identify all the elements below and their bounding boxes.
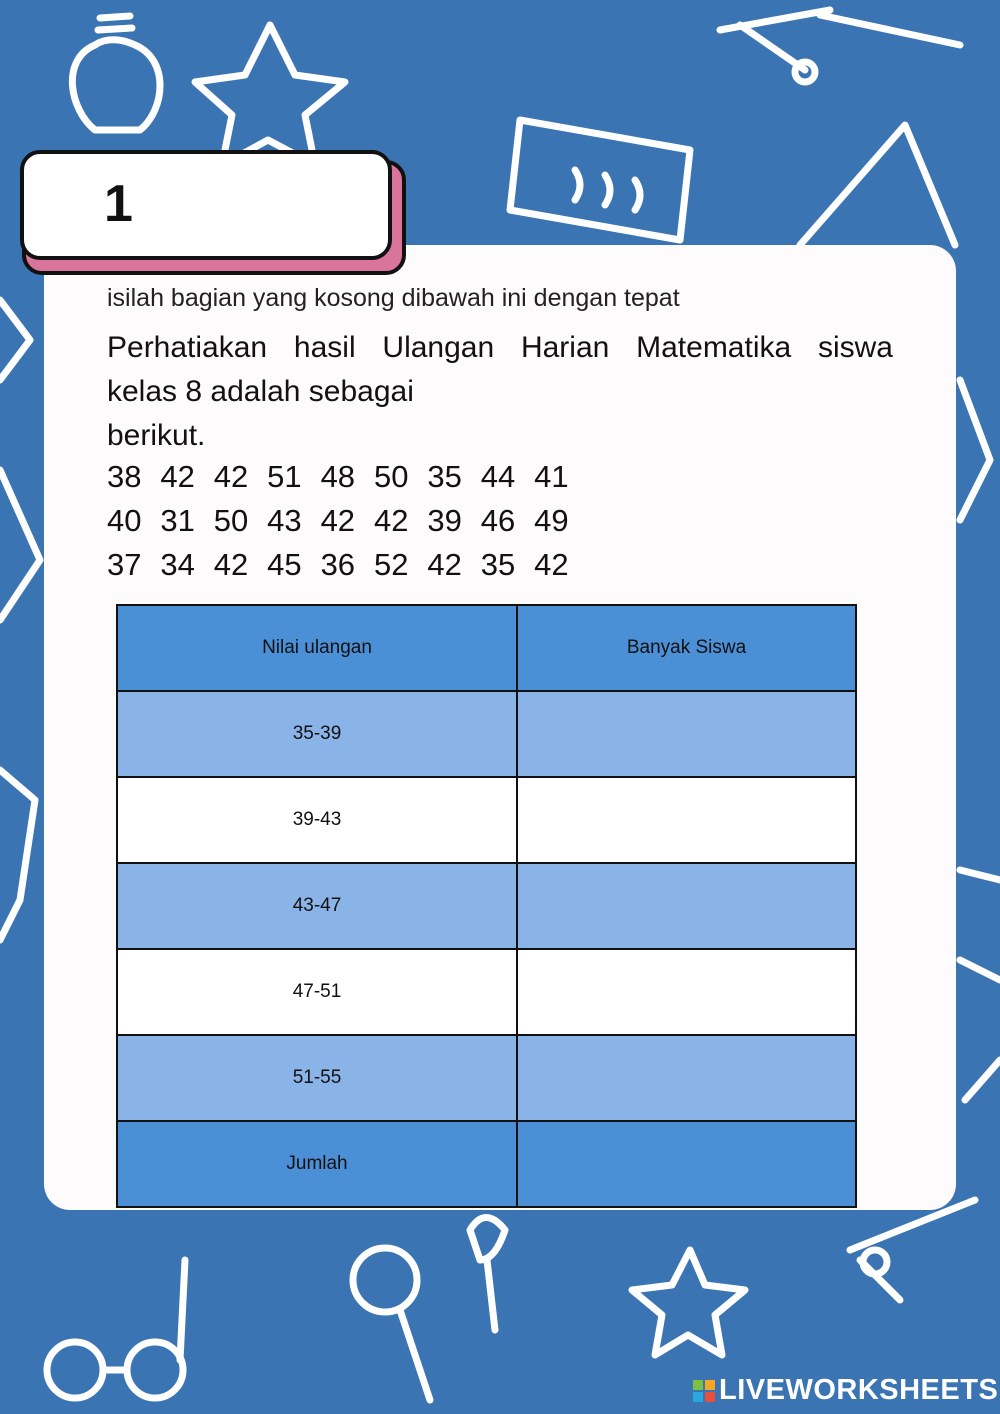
total-label: Jumlah bbox=[117, 1121, 517, 1207]
bottom-balloon-doodle bbox=[470, 1218, 505, 1331]
range-cell: 51-55 bbox=[117, 1035, 517, 1121]
table-row bbox=[117, 1035, 856, 1121]
bottom-star-icon bbox=[632, 1250, 745, 1355]
score-value: 46 bbox=[480, 503, 516, 538]
score-row-2 bbox=[107, 499, 588, 543]
score-value: 40 bbox=[107, 503, 142, 538]
score-value: 42 bbox=[320, 503, 356, 538]
question-number: 1 bbox=[104, 175, 133, 233]
score-value: 42 bbox=[373, 503, 409, 538]
score-value: 36 bbox=[320, 547, 356, 582]
score-value: 42 bbox=[427, 547, 462, 582]
score-row-1 bbox=[107, 455, 588, 499]
right-flag-doodle bbox=[960, 870, 1000, 1100]
magnifier-icon bbox=[353, 1248, 430, 1400]
question-text bbox=[107, 326, 893, 458]
score-value: 44 bbox=[480, 459, 516, 494]
score-value: 45 bbox=[267, 547, 302, 582]
right-pennant-doodle bbox=[960, 380, 990, 520]
score-value: 39 bbox=[427, 503, 462, 538]
score-value: 41 bbox=[534, 459, 569, 494]
liveworksheets-logo-icon bbox=[693, 1380, 715, 1402]
range-cell: 43-47 bbox=[117, 863, 517, 949]
header-nilai-ulangan: Nilai ulangan bbox=[117, 605, 517, 691]
score-value: 37 bbox=[107, 547, 142, 582]
liveworksheets-brand: LIVEWORKSHEETS bbox=[719, 1374, 999, 1406]
left-pennant-doodle bbox=[0, 770, 35, 940]
triangle-flag-icon bbox=[800, 125, 955, 245]
table-row bbox=[117, 949, 856, 1035]
score-data bbox=[107, 455, 588, 587]
count-answer-cell[interactable] bbox=[517, 949, 856, 1035]
frequency-table bbox=[116, 604, 857, 1208]
score-row-3 bbox=[107, 543, 588, 587]
count-answer-cell[interactable] bbox=[517, 777, 856, 863]
range-cell: 47-51 bbox=[117, 949, 517, 1035]
score-value: 43 bbox=[267, 503, 302, 538]
question-line-1: Perhatiakan hasil Ulangan Harian Matematika siswa bbox=[107, 331, 893, 364]
lightbulb-icon bbox=[72, 16, 160, 130]
score-value: 35 bbox=[427, 459, 462, 494]
total-answer-cell[interactable] bbox=[517, 1121, 856, 1207]
score-value: 42 bbox=[213, 459, 249, 494]
question-number-badge bbox=[20, 150, 392, 260]
score-value: 50 bbox=[373, 459, 409, 494]
range-cell: 35-39 bbox=[117, 691, 517, 777]
sparkle-icon bbox=[720, 10, 960, 82]
score-value: 50 bbox=[213, 503, 249, 538]
table-header-row bbox=[117, 605, 856, 691]
table-row bbox=[117, 777, 856, 863]
left-arrow-doodle bbox=[0, 300, 30, 380]
instruction-text: isilah bagian yang kosong dibawah ini dengan tepat bbox=[107, 284, 680, 312]
count-answer-cell[interactable] bbox=[517, 691, 856, 777]
question-line-2: kelas 8 adalah sebagai bbox=[107, 375, 414, 408]
flag-icon bbox=[510, 120, 690, 240]
count-answer-cell[interactable] bbox=[517, 863, 856, 949]
score-value: 49 bbox=[534, 503, 569, 538]
star-icon bbox=[195, 25, 345, 165]
score-value: 42 bbox=[534, 547, 569, 582]
liveworksheets-logo bbox=[693, 1374, 998, 1407]
score-value: 42 bbox=[213, 547, 249, 582]
score-value: 51 bbox=[267, 459, 302, 494]
table-row bbox=[117, 691, 856, 777]
count-answer-cell[interactable] bbox=[517, 1035, 856, 1121]
score-value: 34 bbox=[160, 547, 195, 582]
table-row bbox=[117, 863, 856, 949]
score-value: 38 bbox=[107, 459, 142, 494]
header-banyak-siswa: Banyak Siswa bbox=[517, 605, 856, 691]
score-value: 42 bbox=[160, 459, 195, 494]
question-line-3: berikut. bbox=[107, 419, 206, 452]
bottom-sparkle-icon bbox=[850, 1200, 975, 1300]
table-total-row bbox=[117, 1121, 856, 1207]
score-value: 48 bbox=[320, 459, 356, 494]
left-triangle-doodle bbox=[0, 470, 40, 620]
glasses-icon bbox=[47, 1260, 185, 1398]
score-value: 52 bbox=[373, 547, 409, 582]
score-value: 31 bbox=[160, 503, 195, 538]
range-cell: 39-43 bbox=[117, 777, 517, 863]
score-value: 35 bbox=[480, 547, 516, 582]
